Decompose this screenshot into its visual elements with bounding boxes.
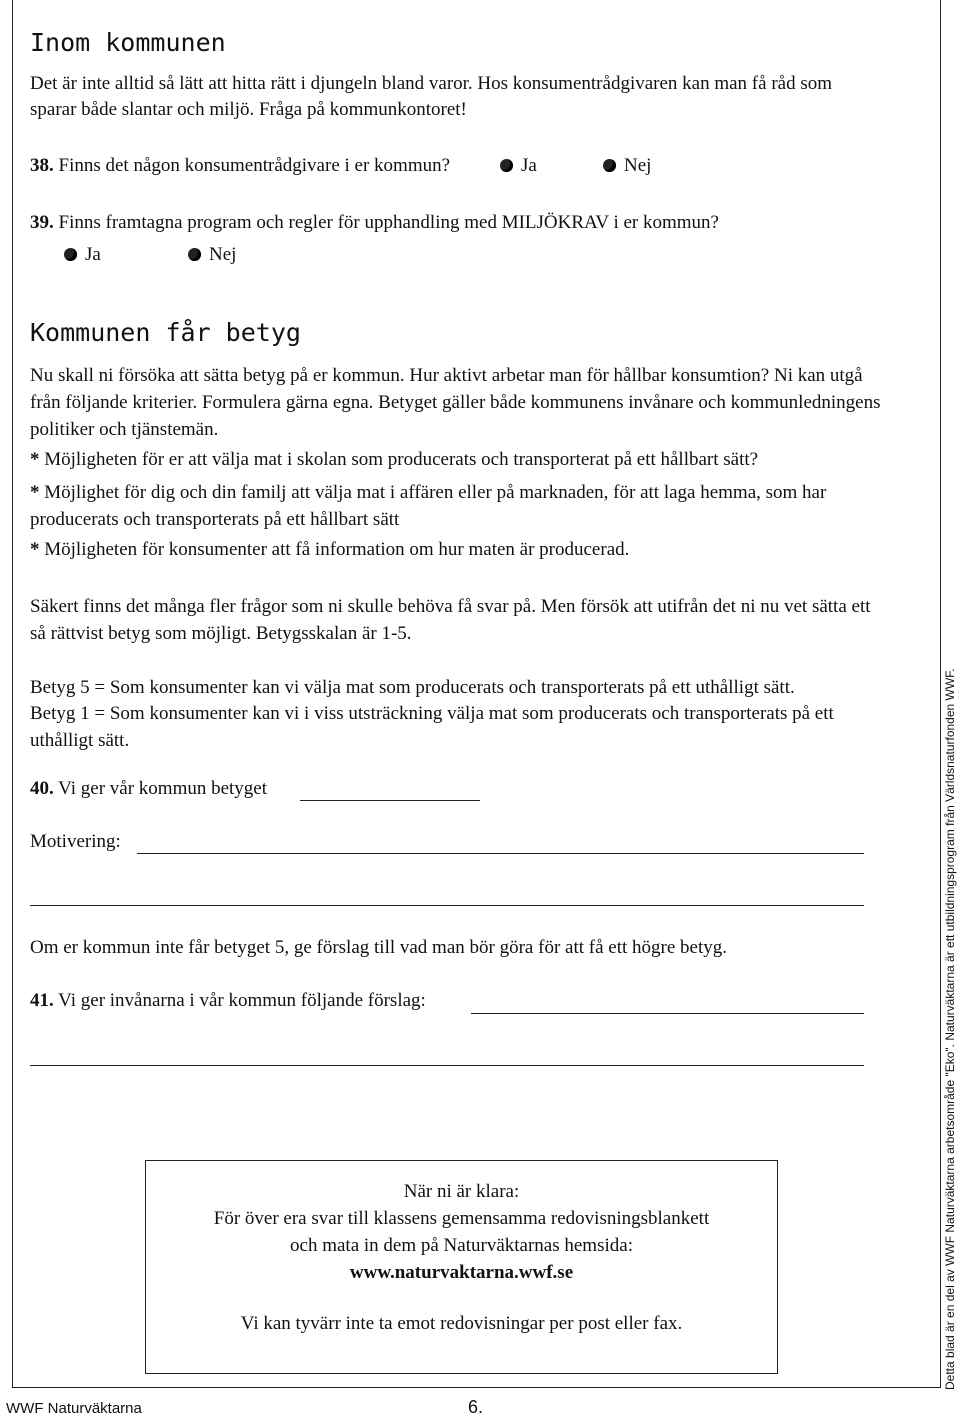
option-label: Nej [209, 244, 237, 265]
criterion-2-cont: producerats och transporterats på ett hållbart sätt [30, 509, 400, 530]
intro-line-1: Det är inte alltid så lätt att hitta rätt i djungeln bland varor. Hos konsumentrådgivaren kan man få råd som [30, 73, 832, 94]
bullet-marker: * [30, 449, 40, 470]
criterion-2 [30, 479, 826, 506]
criterion-text: Möjligheten för konsumenter att få information om hur maten är producerad. [44, 539, 630, 560]
criterion-1 [30, 446, 758, 473]
motivation-answer-line[interactable] [30, 905, 864, 906]
question-text: Vi ger vår kommun betyget [53, 778, 268, 799]
notice-line: och mata in dem på Naturväktarnas hemsida: [290, 1235, 633, 1256]
option-label: Ja [521, 155, 537, 176]
intro-line: politiker och tjänstemän. [30, 419, 219, 440]
question-number: 38. [30, 155, 54, 176]
footer-brand: WWF Naturväktarna [6, 1400, 142, 1417]
page-number: 6. [468, 1397, 484, 1417]
section-heading-kommunen-far-betyg: Kommunen får betyg [30, 318, 301, 347]
question-41 [30, 990, 426, 1012]
notice-line: För över era svar till klassens gemensamma redovisningsblankett [213, 1208, 710, 1229]
grade-answer-line[interactable] [300, 800, 480, 801]
question-40 [30, 778, 267, 800]
scale-line: så rättvist betyg som möjligt. Betygsskalan är 1-5. [30, 623, 412, 644]
suggestion-answer-line[interactable] [471, 1013, 864, 1014]
filled-circle-icon [500, 159, 513, 172]
criterion-3 [30, 536, 629, 563]
q39-option-ja[interactable] [64, 244, 101, 266]
notice-line: Vi kan tyvärr inte ta emot redovisningar per post eller fax. [240, 1313, 683, 1334]
intro-line-2: sparar både slantar och miljö. Fråga på kommunkontoret! [30, 99, 467, 120]
filled-circle-icon [603, 159, 616, 172]
bullet-marker: * [30, 482, 40, 503]
intro-line: från följande kriterier. Formulera gärna egna. Betyget gäller både kommunens invånare och kommunledningens [30, 392, 881, 413]
q38-option-nej[interactable] [603, 155, 651, 177]
question-38 [30, 155, 450, 177]
grade-line: Betyg 5 = Som konsumenter kan vi välja mat som producerats och transporterats på ett uthålligt sätt. [30, 677, 795, 698]
submission-notice-box [145, 1160, 778, 1374]
criterion-text: Möjligheten för er att välja mat i skolan som producerats och transporterat på ett hållbart sätt? [44, 449, 759, 470]
filled-circle-icon [188, 248, 201, 261]
grade-line: Betyg 1 = Som konsumenter kan vi i viss utsträckning välja mat som producerats och transporterats på ett [30, 703, 834, 724]
intro-line: Nu skall ni försöka att sätta betyg på er kommun. Hur aktivt arbetar man för hållbar konsumtion? Ni kan utgå [30, 365, 863, 386]
question-39 [30, 212, 719, 234]
question-text: Finns framtagna program och regler för upphandling med MILJÖKRAV i er kommun? [53, 212, 719, 233]
motivation-label: Motivering: [30, 831, 121, 852]
sidebar-credit-text: Detta blad är en del av WWF Naturväktarna arbetsområde "Eko". Naturväktarna är ett utbildningsprogram från Världsnaturfonden WWF. [943, 668, 957, 1390]
suggestion-answer-line[interactable] [30, 1065, 864, 1066]
website-link[interactable]: www.naturvaktarna.wwf.se [349, 1262, 574, 1283]
section-heading-inom-kommunen: Inom kommunen [30, 28, 226, 57]
filled-circle-icon [64, 248, 77, 261]
criterion-text: Möjlighet för dig och din familj att välja mat i affären eller på marknaden, för att laga hemma, som har [44, 482, 827, 503]
question-text: Finns det någon konsumentrådgivare i er kommun? [53, 155, 451, 176]
bullet-marker: * [30, 539, 40, 560]
grade-line: uthålligt sätt. [30, 730, 130, 751]
scale-line: Säkert finns det många fler frågor som ni skulle behöva få svar på. Men försök att utifrån det ni nu vet sätta ett [30, 596, 871, 617]
notice-line: När ni är klara: [403, 1181, 520, 1202]
question-number: 39. [30, 212, 54, 233]
improvement-prompt: Om er kommun inte får betyget 5, ge förslag till vad man bör göra för att få ett högre betyg. [30, 937, 727, 958]
motivation-answer-line[interactable] [137, 853, 864, 854]
q39-option-nej[interactable] [188, 244, 236, 266]
question-text: Vi ger invånarna i vår kommun följande förslag: [53, 990, 426, 1011]
q38-option-ja[interactable] [500, 155, 537, 177]
option-label: Nej [624, 155, 652, 176]
question-number: 40. [30, 778, 54, 799]
question-number: 41. [30, 990, 54, 1011]
option-label: Ja [85, 244, 101, 265]
